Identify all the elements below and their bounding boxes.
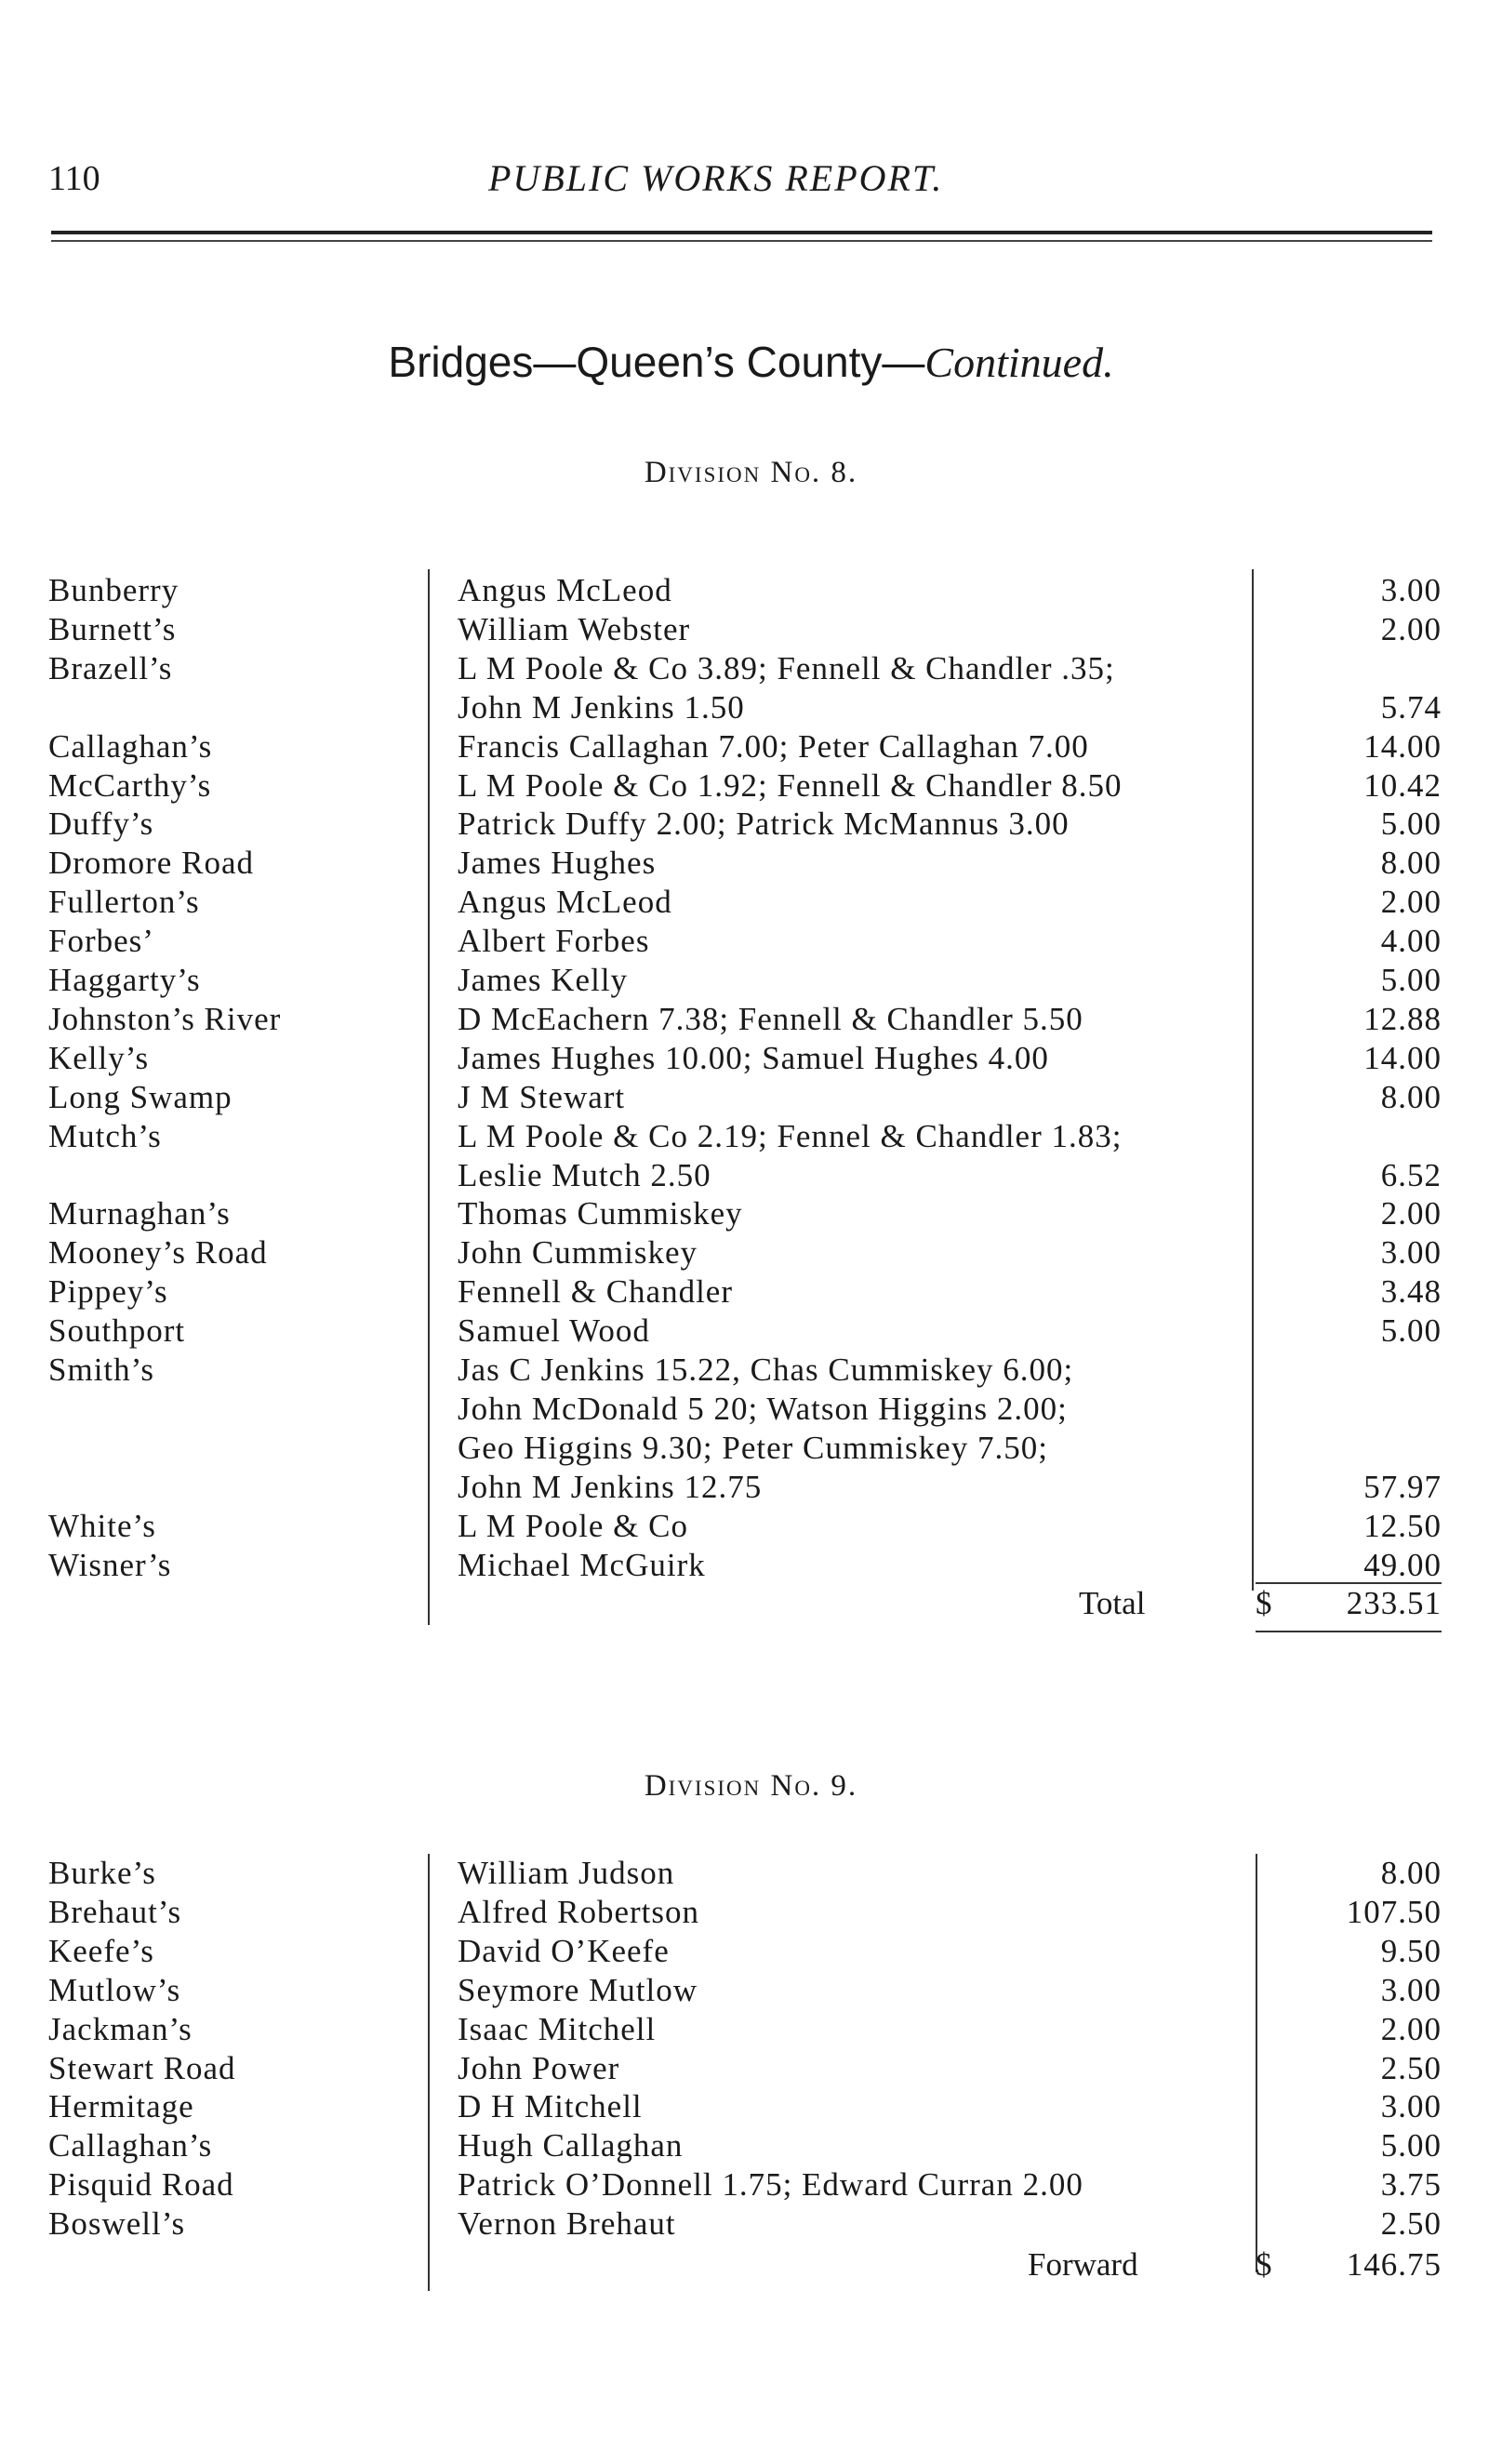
table-row bbox=[0, 727, 1502, 766]
amount-value: 3.48 bbox=[1380, 1273, 1442, 1311]
currency-symbol: $ bbox=[1256, 1585, 1272, 1621]
amount-value: 5.00 bbox=[1380, 962, 1442, 998]
amount-value: 5.74 bbox=[1380, 688, 1442, 726]
payee-name: William Webster bbox=[458, 610, 691, 647]
amount-value: 12.50 bbox=[1363, 1507, 1442, 1544]
table-row bbox=[0, 1429, 1502, 1468]
amount-value: 8.00 bbox=[1380, 845, 1442, 882]
division-9-heading: Division No. 9. bbox=[644, 1769, 858, 1803]
amount-value: 2.00 bbox=[1380, 1195, 1442, 1232]
division-9-forward-row bbox=[0, 2245, 1502, 2284]
bridge-name: Pippey’s bbox=[48, 1273, 168, 1311]
section-title-text: Bridges—Queen’s County— bbox=[388, 338, 925, 386]
payee-name: John M Jenkins 1.50 bbox=[458, 688, 745, 726]
header-rule-thick bbox=[51, 231, 1432, 234]
payee-name: L M Poole & Co 1.92; Fennell & Chandler 8.50 bbox=[458, 766, 1123, 804]
bridge-name: McCarthy’s bbox=[48, 766, 212, 804]
bridge-name: Burnett’s bbox=[48, 610, 177, 647]
amount-value: 5.00 bbox=[1380, 806, 1442, 843]
amount-value: 5.00 bbox=[1380, 1312, 1442, 1350]
payee-name: Angus McLeod bbox=[458, 572, 672, 608]
section-title-continued: Continued. bbox=[924, 339, 1114, 386]
bridge-name: Johnston’s River bbox=[48, 1000, 282, 1037]
table-row bbox=[0, 1390, 1502, 1429]
bridge-name: Stewart Road bbox=[48, 2049, 236, 2086]
amount-value: 3.00 bbox=[1380, 572, 1442, 608]
bridge-name: Long Swamp bbox=[48, 1078, 233, 1115]
amount-value: 6.52 bbox=[1380, 1156, 1442, 1193]
payee-name: David O’Keefe bbox=[458, 1932, 670, 1969]
payee-name: Patrick Duffy 2.00; Patrick McMannus 3.00 bbox=[458, 806, 1070, 843]
table-row bbox=[0, 1233, 1502, 1272]
amount-value: 8.00 bbox=[1380, 1078, 1442, 1115]
amount-value: 14.00 bbox=[1363, 727, 1442, 765]
amount-value: 8.00 bbox=[1380, 1855, 1442, 1891]
payee-name: Thomas Cummiskey bbox=[458, 1195, 743, 1232]
bridge-name: Duffy’s bbox=[48, 806, 154, 843]
bridge-name: Mooney’s Road bbox=[48, 1234, 268, 1272]
payee-name: Albert Forbes bbox=[458, 923, 650, 960]
table-row bbox=[0, 1039, 1502, 1078]
bridge-name: Wisner’s bbox=[48, 1546, 172, 1583]
payee-name: Michael McGuirk bbox=[458, 1546, 706, 1583]
amount-value: 3.00 bbox=[1380, 2088, 1442, 2125]
table-row bbox=[0, 1854, 1502, 1893]
bridge-name: Keefe’s bbox=[48, 1932, 154, 1969]
table-row bbox=[0, 922, 1502, 961]
division-8-heading: Division No. 8. bbox=[644, 456, 858, 489]
table-row bbox=[0, 1000, 1502, 1039]
forward-label: Forward bbox=[1028, 2246, 1138, 2283]
amount-value: 2.50 bbox=[1380, 2049, 1442, 2086]
table-row bbox=[0, 1507, 1502, 1546]
table-row bbox=[0, 1312, 1502, 1351]
table-row bbox=[0, 1468, 1502, 1507]
amount-value: 3.75 bbox=[1380, 2166, 1442, 2204]
table-row bbox=[0, 1351, 1502, 1390]
amount-value: 5.00 bbox=[1380, 2127, 1442, 2164]
bridge-name: Boswell’s bbox=[48, 2205, 186, 2243]
table-row bbox=[0, 1156, 1502, 1195]
table-row bbox=[0, 805, 1502, 844]
payee-name: Hugh Callaghan bbox=[458, 2127, 684, 2164]
bridge-name: Fullerton’s bbox=[48, 884, 200, 921]
payee-name: D McEachern 7.38; Fennell & Chandler 5.50 bbox=[458, 1000, 1083, 1037]
bridge-name: Haggarty’s bbox=[48, 962, 201, 998]
table-row bbox=[0, 766, 1502, 806]
bridge-name: Forbes’ bbox=[48, 923, 154, 960]
table-row bbox=[0, 1272, 1502, 1312]
amount-value: 2.50 bbox=[1380, 2205, 1442, 2243]
header-rule-thin bbox=[51, 240, 1432, 242]
payee-name: Jas C Jenkins 15.22, Chas Cummiskey 6.00; bbox=[458, 1352, 1074, 1388]
running-title: PUBLIC WORKS REPORT. bbox=[488, 157, 944, 199]
table-row bbox=[0, 1194, 1502, 1233]
payee-name: Vernon Brehaut bbox=[458, 2205, 676, 2243]
payee-name: J M Stewart bbox=[458, 1078, 626, 1115]
division-8-total-row bbox=[0, 1584, 1502, 1623]
table-row bbox=[0, 610, 1502, 649]
table-row bbox=[0, 2165, 1502, 2204]
bridge-name: Brazell’s bbox=[48, 649, 173, 686]
amount-value: 3.00 bbox=[1380, 1971, 1442, 2008]
amount-value: 10.42 bbox=[1363, 766, 1442, 804]
payee-name: Francis Callaghan 7.00; Peter Callaghan 7.00 bbox=[458, 727, 1089, 765]
bridge-name: Dromore Road bbox=[48, 845, 254, 882]
table-row bbox=[0, 961, 1502, 1000]
payee-name: L M Poole & Co 3.89; Fennell & Chandler .35; bbox=[458, 649, 1115, 686]
bridge-name: Kelly’s bbox=[48, 1039, 150, 1076]
bridge-name: Callaghan’s bbox=[48, 727, 213, 765]
table-row bbox=[0, 1971, 1502, 2010]
bridge-name: Hermitage bbox=[48, 2088, 194, 2125]
bridge-name: Jackman’s bbox=[48, 2010, 193, 2047]
payee-name: L M Poole & Co 2.19; Fennel & Chandler 1.83; bbox=[458, 1117, 1123, 1154]
payee-name: James Hughes bbox=[458, 845, 657, 882]
table-row bbox=[0, 2010, 1502, 2049]
payee-name: John Power bbox=[458, 2049, 620, 2086]
table-row bbox=[0, 2087, 1502, 2126]
table-row bbox=[0, 1078, 1502, 1117]
bridge-name: Murnaghan’s bbox=[48, 1195, 231, 1232]
amount-value: 49.00 bbox=[1363, 1546, 1442, 1583]
bridge-name: White’s bbox=[48, 1507, 156, 1544]
bridge-name: Mutch’s bbox=[48, 1117, 162, 1154]
amount-value: 2.00 bbox=[1380, 884, 1442, 921]
table-row bbox=[0, 2126, 1502, 2165]
bridge-name: Brehaut’s bbox=[48, 1893, 182, 1930]
table-row bbox=[0, 2204, 1502, 2244]
amount-value: 14.00 bbox=[1363, 1039, 1442, 1076]
amount-value: 9.50 bbox=[1380, 1932, 1442, 1969]
payee-name: James Kelly bbox=[458, 962, 629, 998]
table-row bbox=[0, 688, 1502, 727]
bridge-name: Burke’s bbox=[48, 1855, 156, 1891]
bridge-name: Smith’s bbox=[48, 1352, 154, 1388]
payee-name: Leslie Mutch 2.50 bbox=[458, 1156, 711, 1193]
payee-name: John Cummiskey bbox=[458, 1234, 698, 1272]
amount-value: 2.00 bbox=[1380, 2010, 1442, 2047]
payee-name: D H Mitchell bbox=[458, 2088, 643, 2125]
payee-name: L M Poole & Co bbox=[458, 1507, 688, 1544]
payee-name: Fennell & Chandler bbox=[458, 1273, 734, 1311]
bridge-name: Pisquid Road bbox=[48, 2166, 234, 2204]
payee-name: John M Jenkins 12.75 bbox=[458, 1468, 763, 1505]
table-row bbox=[0, 1117, 1502, 1156]
payee-name: Samuel Wood bbox=[458, 1312, 650, 1350]
payee-name: Angus McLeod bbox=[458, 884, 672, 921]
table-row bbox=[0, 2049, 1502, 2088]
section-title bbox=[0, 337, 1502, 387]
bridge-name: Callaghan’s bbox=[48, 2127, 213, 2164]
amount-value: 57.97 bbox=[1363, 1468, 1442, 1505]
currency-symbol: $ bbox=[1256, 2246, 1272, 2283]
table-row bbox=[0, 1932, 1502, 1971]
amount-value: 12.88 bbox=[1363, 1000, 1442, 1037]
total-amount: 233.51 bbox=[1346, 1585, 1442, 1621]
payee-name: Seymore Mutlow bbox=[458, 1971, 698, 2008]
payee-name: James Hughes 10.00; Samuel Hughes 4.00 bbox=[458, 1039, 1049, 1076]
table-row bbox=[0, 883, 1502, 922]
amount-value: 107.50 bbox=[1346, 1893, 1442, 1930]
table-row bbox=[0, 844, 1502, 883]
bridge-name: Mutlow’s bbox=[48, 1971, 181, 2008]
table-row bbox=[0, 649, 1502, 688]
payee-name: William Judson bbox=[458, 1855, 675, 1891]
bridge-name: Southport bbox=[48, 1312, 186, 1350]
total-underline bbox=[1256, 1631, 1442, 1632]
forward-amount: 146.75 bbox=[1346, 2246, 1442, 2283]
table-row bbox=[0, 1546, 1502, 1585]
amount-value: 2.00 bbox=[1380, 610, 1442, 647]
payee-name: Patrick O’Donnell 1.75; Edward Curran 2.00 bbox=[458, 2166, 1083, 2204]
payee-name: Geo Higgins 9.30; Peter Cummiskey 7.50; bbox=[458, 1429, 1048, 1466]
table-row bbox=[0, 1893, 1502, 1932]
payee-name: Isaac Mitchell bbox=[458, 2010, 657, 2047]
payee-name: John McDonald 5 20; Watson Higgins 2.00; bbox=[458, 1390, 1068, 1427]
payee-name: Alfred Robertson bbox=[458, 1893, 699, 1930]
table-row bbox=[0, 571, 1502, 610]
page-number: 110 bbox=[48, 159, 100, 198]
sum-rule bbox=[1256, 1582, 1442, 1584]
amount-value: 4.00 bbox=[1380, 923, 1442, 960]
amount-value: 3.00 bbox=[1380, 1234, 1442, 1272]
total-label: Total bbox=[1079, 1585, 1146, 1621]
bridge-name: Bunberry bbox=[48, 572, 179, 608]
